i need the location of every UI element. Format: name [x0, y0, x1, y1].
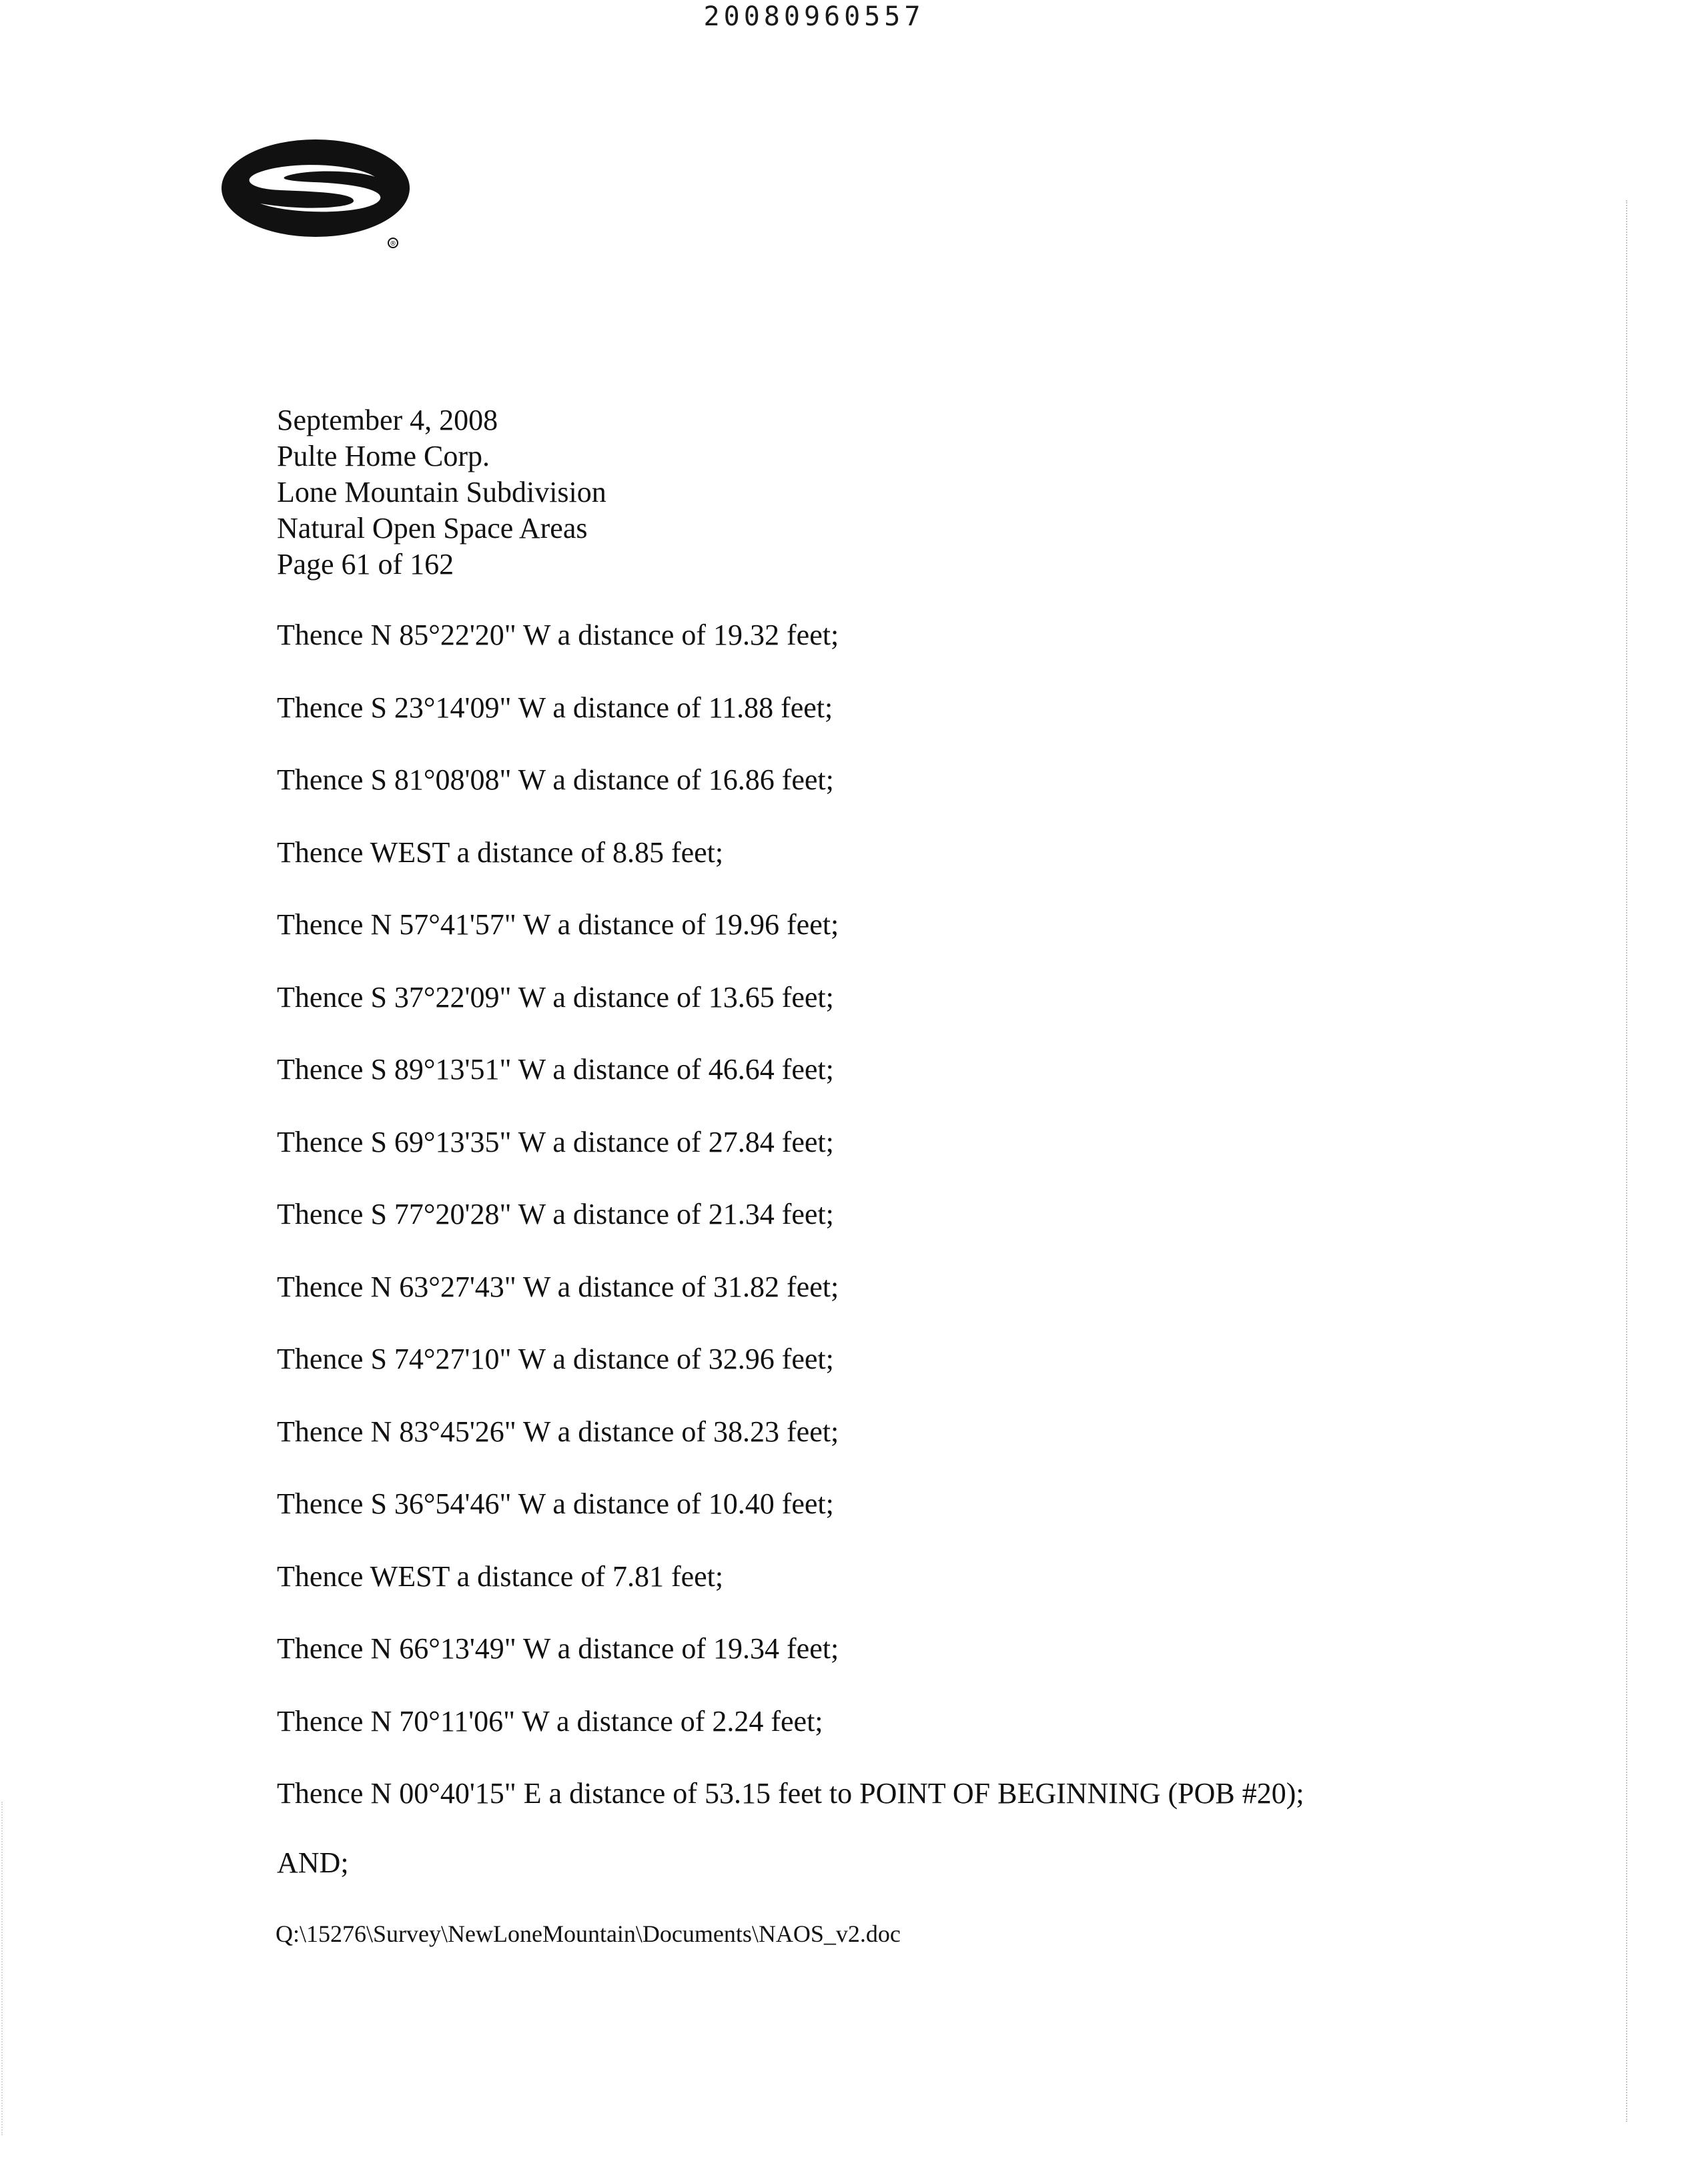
- course-line: Thence S 36°54'46" W a distance of 10.40 feet;: [277, 1487, 834, 1520]
- header-company: Pulte Home Corp.: [277, 440, 490, 472]
- s-swoosh-logo-icon: [220, 137, 420, 254]
- course-line: Thence N 83°45'26" W a distance of 38.23 feet;: [277, 1415, 839, 1448]
- course-line: Thence S 77°20'28" W a distance of 21.34 feet;: [277, 1198, 834, 1230]
- scan-edge-right: [1626, 200, 1627, 2122]
- course-line: Thence N 57°41'57" W a distance of 19.96 feet;: [277, 908, 839, 941]
- course-line: Thence N 85°22'20" W a distance of 19.32 feet;: [277, 619, 839, 651]
- header-date: September 4, 2008: [277, 404, 498, 436]
- closing-and: AND;: [277, 1846, 349, 1879]
- course-line: Thence N 66°13'49" W a distance of 19.34 feet;: [277, 1632, 839, 1665]
- header-area: Natural Open Space Areas: [277, 512, 588, 544]
- course-line: Thence S 74°27'10" W a distance of 32.96 feet;: [277, 1343, 834, 1375]
- course-line: Thence WEST a distance of 7.81 feet;: [277, 1559, 724, 1593]
- course-line: Thence S 37°22'09" W a distance of 13.65 feet;: [277, 980, 834, 1014]
- document-number: 20080960557: [703, 1, 925, 32]
- letter-header: [277, 402, 606, 583]
- header-page: Page 61 of 162: [277, 548, 454, 581]
- course-line: Thence N 70°11'06" W a distance of 2.24 feet;: [277, 1704, 823, 1738]
- course-line: Thence WEST a distance of 8.85 feet;: [277, 835, 724, 869]
- course-line: Thence N 63°27'43" W a distance of 31.82 feet;: [277, 1270, 839, 1303]
- course-line: Thence S 23°14'09" W a distance of 11.88 feet;: [277, 691, 833, 724]
- course-line-final: Thence N 00°40'15" E a distance of 53.15 feet to POINT OF BEGINNING (POB #20);: [277, 1777, 1304, 1810]
- scan-edge-left: [1, 1802, 3, 2135]
- header-subdivision: Lone Mountain Subdivision: [277, 476, 606, 508]
- file-path-footer: Q:\15276\Survey\NewLoneMountain\Documents\NAOS_v2.doc: [276, 1920, 901, 1947]
- course-line: Thence S 69°13'35" W a distance of 27.84 feet;: [277, 1125, 834, 1158]
- course-line: Thence S 89°13'51" W a distance of 46.64 feet;: [277, 1053, 834, 1086]
- course-line: Thence S 81°08'08" W a distance of 16.86 feet;: [277, 763, 834, 796]
- company-logo: [220, 137, 420, 254]
- registered-mark: ®: [390, 240, 396, 248]
